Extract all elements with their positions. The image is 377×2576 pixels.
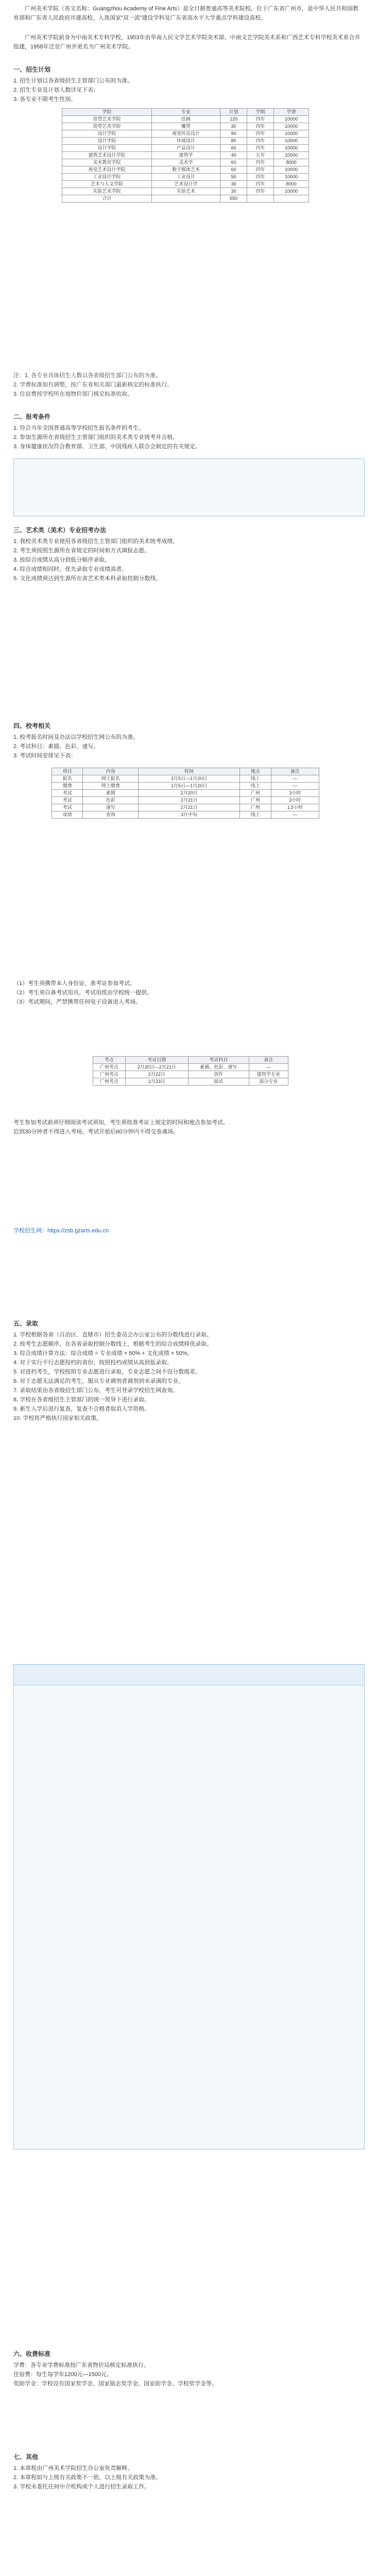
table-cell: 建筑学专业 xyxy=(249,1071,288,1078)
section4-line-2: 2. 考试科目：素描、色彩、速写。 xyxy=(13,743,99,750)
table-row xyxy=(52,775,319,783)
exam-site-header-cell: 考试科目 xyxy=(188,1057,249,1064)
table-cell: 面试 xyxy=(188,1078,249,1086)
table-cell: 80 xyxy=(220,138,247,145)
table-cell: 10000 xyxy=(274,138,309,145)
admissions-website-link[interactable]: 学校招生网：https://zsb.gzarts.edu.cn xyxy=(13,1228,109,1234)
exam-schedule-table xyxy=(52,768,319,819)
section3-line-5: 5. 文化成绩须达到生源所在省艺术类本科录取控制分数线。 xyxy=(13,575,162,582)
table-cell: 设计学院 xyxy=(62,145,152,152)
table-cell: 四年 xyxy=(247,138,274,145)
exam-schedule-header-cell: 内容 xyxy=(83,768,139,775)
section5-line-5: 5. 对进档考生，学校按照专业志愿进行录取，专业志愿之间不设分数级差。 xyxy=(13,1369,201,1375)
table-cell: 10000 xyxy=(274,130,309,138)
section4b-line-1: （1）考生须携带本人身份证、准考证参加考试。 xyxy=(13,980,136,987)
exam-schedule-header-cell: 地点 xyxy=(240,768,271,775)
table-cell: 120 xyxy=(220,116,247,123)
table-cell: 网上报名 xyxy=(83,775,139,783)
table-cell: 8000 xyxy=(274,181,309,188)
table-cell: 产品设计 xyxy=(151,145,220,152)
table-cell: 四年 xyxy=(247,130,274,138)
table-row xyxy=(52,797,319,804)
section3-title: 三、艺术类（美术）专业招考办法 xyxy=(13,527,107,534)
table-cell: 30 xyxy=(220,188,247,195)
table-cell: 60 xyxy=(220,145,247,152)
table-cell: 建筑艺术设计学院 xyxy=(62,152,152,159)
section6-line-3: 奖助学金：学校设有国家奖学金、国家励志奖学金、国家助学金、学校奖学金等。 xyxy=(13,2381,217,2387)
table-cell: 广州考点 xyxy=(93,1078,126,1086)
table-cell: 四年 xyxy=(247,166,274,174)
table-cell: 考试 xyxy=(52,797,83,804)
exam-schedule-header-cell: 时间 xyxy=(139,768,240,775)
section5-line-1: 1. 学校根据各省（自治区、直辖市）招生委员会办公室公布的分数线进行录取。 xyxy=(13,1332,213,1338)
section1-line-3: 3. 各专业不限考生性别。 xyxy=(13,96,77,103)
section5-line-7: 7. 录取结果由各省级招生部门公布，考生可登录学校招生网查询。 xyxy=(13,1387,179,1394)
table-cell: 10000 xyxy=(274,152,309,159)
plan-table-header-cell: 学费 xyxy=(274,109,309,116)
section2-title: 二、报考条件 xyxy=(13,413,51,420)
section5-line-9: 9. 新生入学后进行复查，复查不合格者取消入学资格。 xyxy=(13,1406,150,1412)
table-cell: 广州考点 xyxy=(93,1064,126,1071)
table-cell: 工业设计学院 xyxy=(62,174,152,181)
section5-line-3: 3. 综合成绩计算方法：综合成绩 = 专业成绩 × 50% + 文化成绩 × 50%。 xyxy=(13,1350,193,1357)
notice-box xyxy=(13,1685,365,2149)
table-cell: 实验艺术学院 xyxy=(62,188,152,195)
table-cell: 2月21日 xyxy=(139,804,240,811)
table-cell: 素描 xyxy=(83,790,139,797)
table-row xyxy=(52,811,319,819)
table-cell: 线上 xyxy=(240,775,271,783)
exam-site-table xyxy=(93,1056,288,1086)
table-cell: 2月22日 xyxy=(125,1071,188,1078)
table-cell: 造型艺术学院 xyxy=(62,116,152,123)
table-cell: 设计学院 xyxy=(62,130,152,138)
section3-line-1: 1. 我校美术类专业使用各省级招生主管部门组织的美术统考成绩。 xyxy=(13,538,179,545)
section5-line-2: 2. 按考生志愿顺序，在各省录取控制分数线上，根据考生的综合成绩择优录取。 xyxy=(13,1341,213,1347)
table-cell: 3月中旬 xyxy=(139,811,240,819)
section1-line-1: 1. 招生计划以各省级招生主管部门公布的为准。 xyxy=(13,78,133,84)
table-cell: 线上 xyxy=(240,811,271,819)
plan-table-header-cell: 学院 xyxy=(62,109,152,116)
table-cell: 造型艺术学院 xyxy=(62,123,152,130)
table-cell: 10000 xyxy=(274,123,309,130)
table-cell: 缴费 xyxy=(52,783,83,790)
table-cell: 3小时 xyxy=(271,790,319,797)
table-cell: 1月5日—1月20日 xyxy=(139,783,240,790)
table-cell: 四年 xyxy=(247,181,274,188)
table-cell: 考试 xyxy=(52,804,83,811)
section5-line-4: 4. 对于实行平行志愿投档的省份，按照投档成绩从高到低录取。 xyxy=(13,1360,173,1366)
plan-table-header-cell: 计划 xyxy=(220,109,247,116)
table-cell: 素描、色彩、速写 xyxy=(188,1064,249,1071)
table-cell: 2月21日 xyxy=(139,797,240,804)
table-row xyxy=(93,1078,288,1086)
notes-line-2: 2. 学费标准如有调整，按广东省相关部门最新核定的标准执行。 xyxy=(13,382,173,388)
table-cell: 雕塑 xyxy=(151,123,220,130)
section1-line-2: 2. 招生专业及计划人数详见下表： xyxy=(13,87,99,93)
table-cell: 视觉艺术设计学院 xyxy=(62,166,152,174)
table-cell: 报名 xyxy=(52,775,83,783)
section5-line-10: 10. 学校将严格执行国家相关政策。 xyxy=(13,1415,102,1421)
table-cell: 四年 xyxy=(247,159,274,166)
notice-banner xyxy=(13,1664,365,1686)
highlight-box xyxy=(13,459,365,516)
table-cell: 650 xyxy=(220,195,247,202)
table-cell: 3小时 xyxy=(271,797,319,804)
table-cell xyxy=(151,195,220,202)
table-cell: — xyxy=(249,1064,288,1071)
table-cell: 色彩 xyxy=(83,797,139,804)
table-cell: — xyxy=(271,811,319,819)
table-cell: 广州 xyxy=(240,804,271,811)
intro-paragraph-1: 广州美术学院（英文名称：Guangzhou Academy of Fine Arts）是全日制普通高等美术院校，位于广东省广州市，是中华人民共和国教育部和广东省人民政府共建高校，入选国家“双一流”建设学科及广东省高水平大学重点学科建设高校。 xyxy=(13,6,358,21)
table-cell: 线上 xyxy=(240,783,271,790)
table-row xyxy=(62,130,309,138)
table-row xyxy=(62,195,309,202)
table-cell: 创作 xyxy=(188,1071,249,1078)
table-cell: 设计学院 xyxy=(62,138,152,145)
section3-line-4: 4. 综合成绩相同时，优先录取专业成绩高者。 xyxy=(13,566,128,572)
section6-title: 六、收费标准 xyxy=(13,2350,51,2358)
table-cell: — xyxy=(271,783,319,790)
table-cell: 广州考点 xyxy=(93,1071,126,1078)
exam-site-header-cell: 考点 xyxy=(93,1057,126,1064)
table-cell: 四年 xyxy=(247,123,274,130)
section4c-line-2: 迟到30分钟者不得进入考场，考试开始后60分钟内不得交卷离场。 xyxy=(13,1129,179,1135)
section2-line-2: 2. 参加生源所在省级招生主管部门组织的美术类专业统考并合格。 xyxy=(13,434,179,440)
section6-line-1: 学费：各专业学费标准按广东省物价局核定标准执行。 xyxy=(13,2362,149,2368)
exam-schedule-header-cell: 备注 xyxy=(271,768,319,775)
plan-table-header-cell: 专业 xyxy=(151,109,220,116)
table-row xyxy=(62,174,309,181)
table-row xyxy=(62,145,309,152)
table-cell: 建筑学 xyxy=(151,152,220,159)
table-cell: 四年 xyxy=(247,188,274,195)
table-row xyxy=(62,152,309,159)
table-cell: 绘画 xyxy=(151,116,220,123)
section2-line-3: 3. 身体健康状况符合教育部、卫生部、中国残疾人联合会制定的有关规定。 xyxy=(13,444,201,450)
table-cell: 网上缴费 xyxy=(83,783,139,790)
notes-line-1: 注：1. 各专业具体招生人数以各省级招生部门公布的为准。 xyxy=(13,372,162,379)
table-cell: 60 xyxy=(220,159,247,166)
table-row xyxy=(62,116,309,123)
table-cell: 40 xyxy=(220,152,247,159)
table-cell: 数字媒体艺术 xyxy=(151,166,220,174)
plan-table xyxy=(62,108,309,202)
table-row xyxy=(62,138,309,145)
table-cell: 美术教育学院 xyxy=(62,159,152,166)
section4-line-3: 3. 考试时间安排见下表： xyxy=(13,753,77,759)
table-row xyxy=(52,783,319,790)
table-cell: 30 xyxy=(220,181,247,188)
table-row xyxy=(93,1064,288,1071)
table-cell: 美术学 xyxy=(151,159,220,166)
section7-line-3: 3. 学校未委托任何中介机构或个人进行招生录取工作。 xyxy=(13,2484,150,2490)
table-cell: 10000 xyxy=(274,145,309,152)
table-cell: 成绩 xyxy=(52,811,83,819)
notes-line-3: 3. 住宿费按学校所在地物价部门核定标准收取。 xyxy=(13,391,133,397)
section4-title: 四、校考相关 xyxy=(13,722,51,730)
table-cell: 10000 xyxy=(274,166,309,174)
table-cell: 10000 xyxy=(274,188,309,195)
table-cell: 广州 xyxy=(240,790,271,797)
table-cell: 四年 xyxy=(247,116,274,123)
section5-line-8: 8. 学校在各省级招生主管部门的统一领导下进行录取。 xyxy=(13,1397,150,1403)
table-row xyxy=(52,790,319,797)
table-cell: 查询 xyxy=(83,811,139,819)
table-cell: 实验艺术 xyxy=(151,188,220,195)
section2-line-1: 1. 符合当年全国普通高等学校招生报名条件的考生。 xyxy=(13,425,145,431)
section6-line-2: 住宿费：每生每学年1200元—1500元。 xyxy=(13,2371,112,2378)
table-row xyxy=(62,188,309,195)
table-row xyxy=(62,181,309,188)
table-cell: 10000 xyxy=(274,174,309,181)
table-cell: 8000 xyxy=(274,159,309,166)
table-cell: 30 xyxy=(220,123,247,130)
table-cell: 艺术与人文学院 xyxy=(62,181,152,188)
table-cell: 部分专业 xyxy=(249,1078,288,1086)
exam-site-header-cell: 考试日期 xyxy=(125,1057,188,1064)
table-cell: 1月5日—1月20日 xyxy=(139,775,240,783)
table-cell: 2月20日—2月21日 xyxy=(125,1064,188,1071)
plan-table-header-cell: 学制 xyxy=(247,109,274,116)
table-row xyxy=(62,166,309,174)
table-row xyxy=(62,159,309,166)
table-cell: 90 xyxy=(220,130,247,138)
section7-line-1: 1. 本章程由广州美术学院招生办公室负责解释。 xyxy=(13,2465,133,2471)
table-cell: 速写 xyxy=(83,804,139,811)
exam-site-header-cell: 备注 xyxy=(249,1057,288,1064)
table-cell xyxy=(274,195,309,202)
section3-line-2: 2. 考生须按照生源所在省规定的时间和方式填报志愿。 xyxy=(13,548,150,554)
table-cell: 60 xyxy=(220,166,247,174)
table-cell: 2月20日 xyxy=(139,790,240,797)
table-cell: 50 xyxy=(220,174,247,181)
table-cell: 考试 xyxy=(52,790,83,797)
table-cell: 工业设计 xyxy=(151,174,220,181)
section1-title: 一、招生计划 xyxy=(13,66,51,73)
section4-line-1: 1. 校考报名时间及办法以学校招生网公布的为准。 xyxy=(13,734,139,740)
section4c-line-1: 考生参加考试前须仔细阅读考试须知，考生须按准考证上规定的时间和地点参加考试。 xyxy=(13,1120,229,1126)
exam-site-header-row xyxy=(93,1057,288,1064)
section5-title: 五、录取 xyxy=(13,1320,39,1327)
table-cell: 五年 xyxy=(247,152,274,159)
intro-paragraph-2: 广州美术学院前身为中南美术专科学校。1953年由华南人民文学艺术学院美术部、中南文艺学院美术系和广西艺术专科学校美术系合并组建，1958年迁至广州并更名为广州美术学院。 xyxy=(13,35,361,50)
plan-table-header-row xyxy=(62,109,309,116)
table-cell: 10000 xyxy=(274,116,309,123)
table-cell: 合计 xyxy=(62,195,152,202)
table-cell: 1.5小时 xyxy=(271,804,319,811)
section7-title: 七、其他 xyxy=(13,2453,39,2461)
section5-line-6: 6. 对于志愿无法满足的考生，服从专业调剂者调剂到未录满的专业。 xyxy=(13,1378,184,1384)
table-cell: 四年 xyxy=(247,145,274,152)
table-cell xyxy=(247,195,274,202)
table-cell: 视觉传达设计 xyxy=(151,130,220,138)
section7-line-2: 2. 本章程如与上级有关政策不一致，以上级有关政策为准。 xyxy=(13,2475,162,2481)
table-row xyxy=(93,1071,288,1078)
table-row xyxy=(52,804,319,811)
exam-schedule-header-row xyxy=(52,768,319,775)
table-cell: — xyxy=(271,775,319,783)
exam-schedule-header-cell: 项目 xyxy=(52,768,83,775)
table-row xyxy=(62,123,309,130)
section4b-line-3: （3）考试期间，严禁携带任何电子设备进入考场。 xyxy=(13,999,142,1005)
table-cell: 环境设计 xyxy=(151,138,220,145)
table-cell: 艺术设计学 xyxy=(151,181,220,188)
section4b-line-2: （2）考生须自备考试用具，考试用纸由学校统一提供。 xyxy=(13,990,153,996)
table-cell: 2月23日 xyxy=(125,1078,188,1086)
table-cell: 四年 xyxy=(247,174,274,181)
table-cell: 广州 xyxy=(240,797,271,804)
section3-line-3: 3. 按综合成绩从高分到低分顺序录取。 xyxy=(13,557,111,563)
